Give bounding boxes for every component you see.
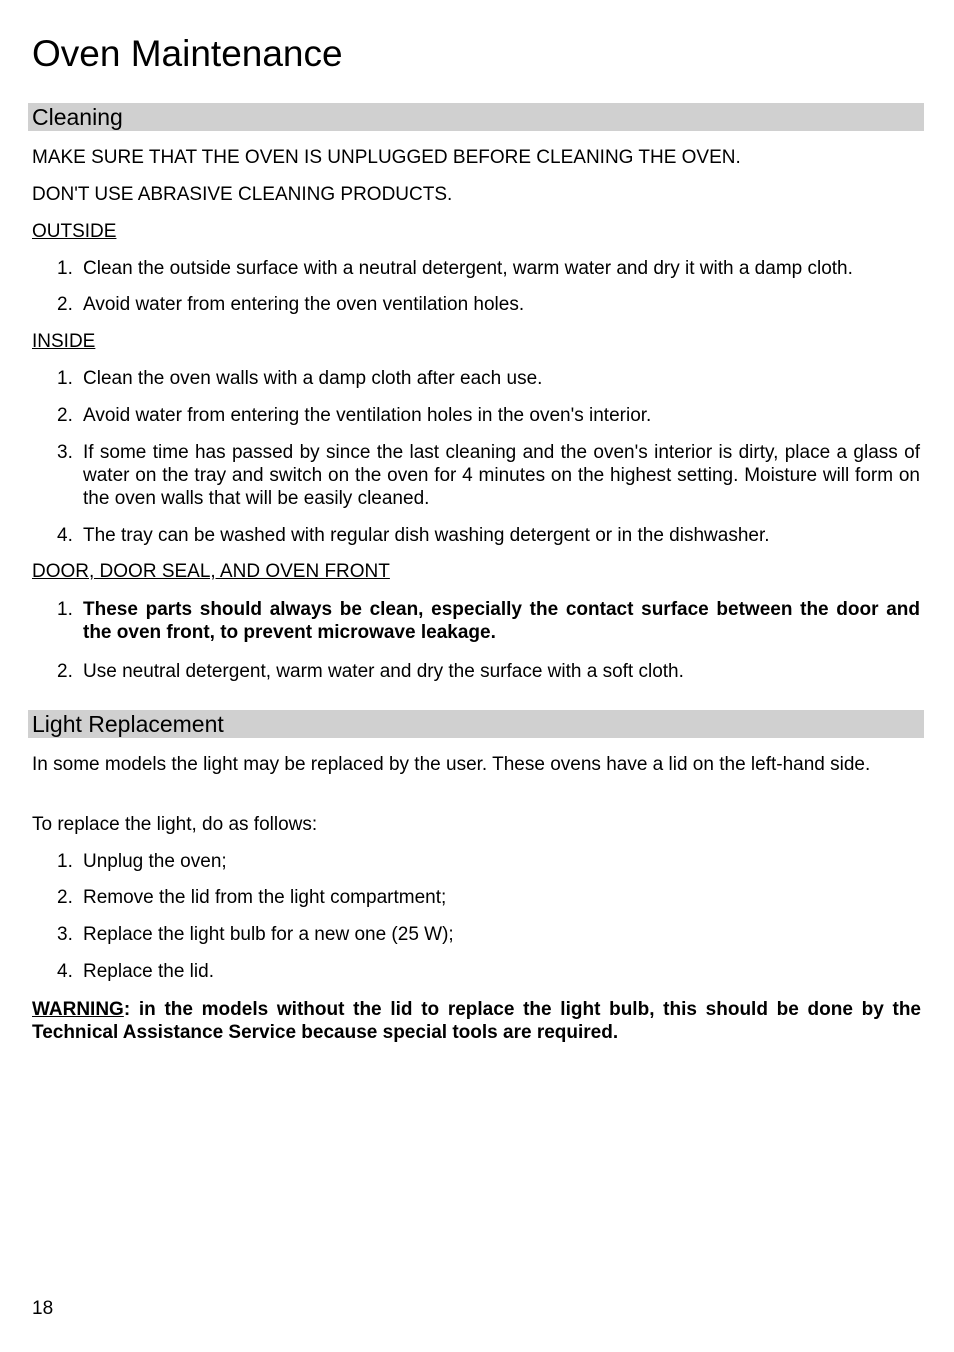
list-text: These parts should always be clean, especially the contact surface between the door and the oven front, to prevent microwave leakage. <box>83 599 920 643</box>
list-text: Avoid water from entering the oven ventilation holes. <box>83 294 525 315</box>
section-header-light-replacement: Light Replacement <box>28 710 924 738</box>
list-text: If some time has passed by since the last cleaning and the oven's interior is dirty, place a glass of water on the tray and switch on the oven for 4 minutes on the highest setting. Moisture will form on the oven walls that will be easily cleaned. <box>83 442 920 509</box>
unplug-warning: MAKE SURE THAT THE OVEN IS UNPLUGGED BEFORE CLEANING THE OVEN. <box>32 147 741 168</box>
list-text: Remove the lid from the light compartment; <box>83 887 447 908</box>
list-text: Use neutral detergent, warm water and dry the surface with a soft cloth. <box>83 661 684 682</box>
list-text: Unplug the oven; <box>83 851 227 872</box>
page-number: 18 <box>32 1298 54 1319</box>
list-number: 1. <box>57 851 73 872</box>
instructions-lead: To replace the light, do as follows: <box>32 814 318 835</box>
section-header-cleaning: Cleaning <box>28 103 924 131</box>
list-text: Replace the lid. <box>83 961 214 982</box>
abrasive-warning: DON'T USE ABRASIVE CLEANING PRODUCTS. <box>32 184 453 205</box>
list-number: 4. <box>57 961 73 982</box>
list-text: Avoid water from entering the ventilation holes in the oven's interior. <box>83 405 652 426</box>
list-number: 2. <box>57 294 73 315</box>
list-number: 4. <box>57 525 73 546</box>
list-number: 2. <box>57 661 73 682</box>
list-number: 2. <box>57 887 73 908</box>
list-number: 1. <box>57 599 73 620</box>
light-intro: In some models the light may be replaced by the user. These ovens have a lid on the left-hand side. <box>32 754 871 775</box>
list-number: 3. <box>57 442 73 463</box>
list-text: The tray can be washed with regular dish washing detergent or in the dishwasher. <box>83 525 770 546</box>
warning-label: WARNING <box>32 999 124 1020</box>
page-title: Oven Maintenance <box>32 33 343 74</box>
inside-heading: INSIDE <box>32 331 96 352</box>
list-text: Clean the outside surface with a neutral detergent, warm water and dry it with a damp cloth. <box>83 258 853 279</box>
list-number: 1. <box>57 258 73 279</box>
warning-text: : in the models without the lid to replace the light bulb, this should be done by the Technical Assistance Service because special tools are required. <box>32 999 921 1043</box>
list-number: 1. <box>57 368 73 389</box>
list-number: 2. <box>57 405 73 426</box>
warning-paragraph <box>32 998 921 1044</box>
list-number: 3. <box>57 924 73 945</box>
list-text: Replace the light bulb for a new one (25 W); <box>83 924 454 945</box>
door-heading: DOOR, DOOR SEAL, AND OVEN FRONT <box>32 561 390 582</box>
outside-heading: OUTSIDE <box>32 221 117 242</box>
list-text: Clean the oven walls with a damp cloth after each use. <box>83 368 543 389</box>
